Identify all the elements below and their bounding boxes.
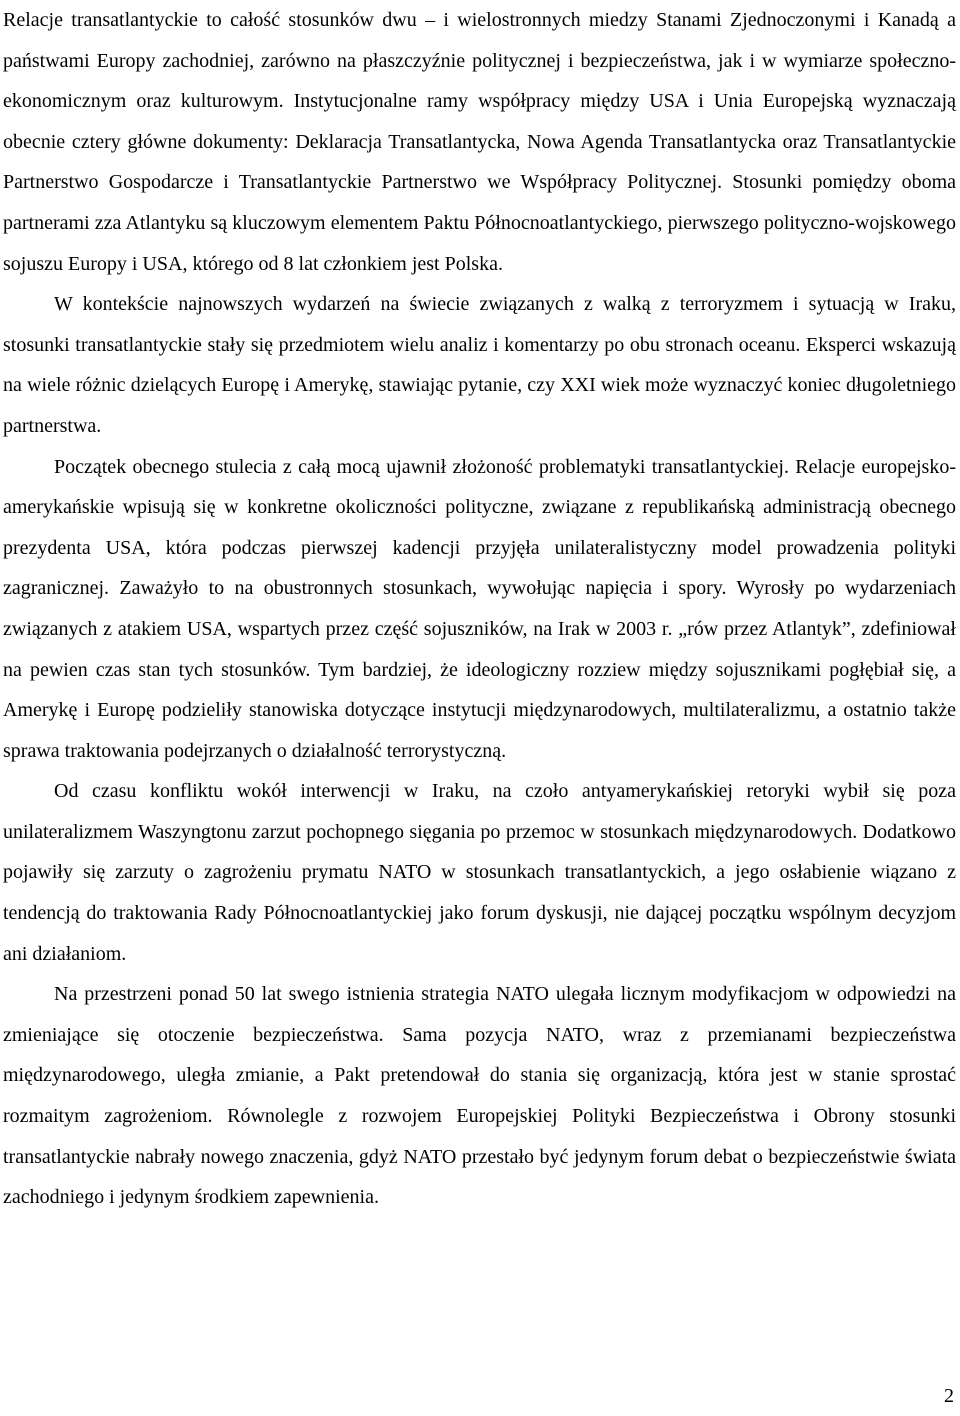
- paragraph-nato-strategy: Na przestrzeni ponad 50 lat swego istnienia strategia NATO ulegała licznym modyfikacjom w odpowiedzi na zmieniające się otoczenie bezpieczeństwa. Sama pozycja NATO, wraz z przemianami bezpieczeństwa międzynarodowego, uległa zmianie, a Pakt pretendował do stania się organizacją, która jest w stanie sprostać rozmaitym zagrożeniom. Równolegle z rozwojem Europejskiej Polityki Bezpieczeństwa i Obrony stosunki transatlantyckie nabrały nowego znaczenia, gdyż NATO przestało być jedynym forum debat o bezpieczeństwie świata zachodniego i jedynym środkiem zapewnienia.: [3, 983, 956, 1209]
- page-number: 2: [944, 1385, 954, 1407]
- paragraph-transatlantic-relations: Relacje transatlantyckie to całość stosunków dwu – i wielostronnych miedzy Stanami Zjednoczonymi i Kanadą a państwami Europy zachodniej, zarówno na płaszczyźnie politycznej i bezpieczeństwa, jak i w wymiarze społeczno-ekonomicznym oraz kulturowym. Instytucjonalne ramy współpracy między USA i Unia Europejską wyznaczają obecnie cztery główne dokumenty: Deklaracja Transatlantycka, Nowa Agenda Transatlantycka oraz Transatlantyckie Partnerstwo Gospodarcze i Transatlantyckie Partnerstwo we Współpracy Politycznej. Stosunki pomiędzy oboma partnerami zza Atlantyku są kluczowym elementem Paktu Północnoatlantyckiego, pierwszego polityczno-wojskowego sojuszu Europy i USA, którego od 8 lat członkiem jest Polska.: [3, 9, 956, 275]
- paragraph-terrorism-context: W kontekście najnowszych wydarzeń na świecie związanych z walką z terroryzmem i sytuacją w Iraku, stosunki transatlantyckie stały się przedmiotem wielu analiz i komentarzy po obu stronach oceanu. Eksperci wskazują na wiele różnic dzielących Europę i Amerykę, stawiając pytanie, czy XXI wiek może wyznaczyć koniec długoletniego partnerstwa.: [3, 293, 956, 437]
- paragraph-iraq-conflict: Od czasu konfliktu wokół interwencji w Iraku, na czoło antyamerykańskiej retoryki wybił się poza unilateralizmem Waszyngtonu zarzut pochopnego sięgania po przemoc w stosunkach międzynarodowych. Dodatkowo pojawiły się zarzuty o zagrożeniu prymatu NATO w stosunkach transatlantyckich, a jego osłabienie wiązano z tendencją do traktowania Rady Północnoatlantyckiej jako forum dyskusji, nie dającej początku wspólnym decyzjom ani działaniom.: [3, 780, 956, 965]
- paragraph-century-beginning: Początek obecnego stulecia z całą mocą ujawnił złożoność problematyki transatlantyckiej. Relacje europejsko-amerykańskie wpisują się w konkretne okoliczności polityczne, związane z republikańską administracją obecnego prezydenta USA, która podczas pierwszej kadencji przyjęła unilateralistyczny model prowadzenia polityki zagranicznej. Zaważyło to na obustronnych stosunkach, wywołując napięcia i spory. Wyrosły po wydarzeniach związanych z atakiem USA, wspartych przez część sojuszników, na Irak w 2003 r. „rów przez Atlantyk”, zdefiniował na pewien czas stan tych stosunków. Tym bardziej, że ideologiczny rozziew między sojusznikami pogłębiał się, a Amerykę i Europę podzieliły stanowiska dotyczące instytucji międzynarodowych, multilateralizmu, a ostatnio także sprawa traktowania podejrzanych o działalność terrorystyczną.: [3, 455, 956, 762]
